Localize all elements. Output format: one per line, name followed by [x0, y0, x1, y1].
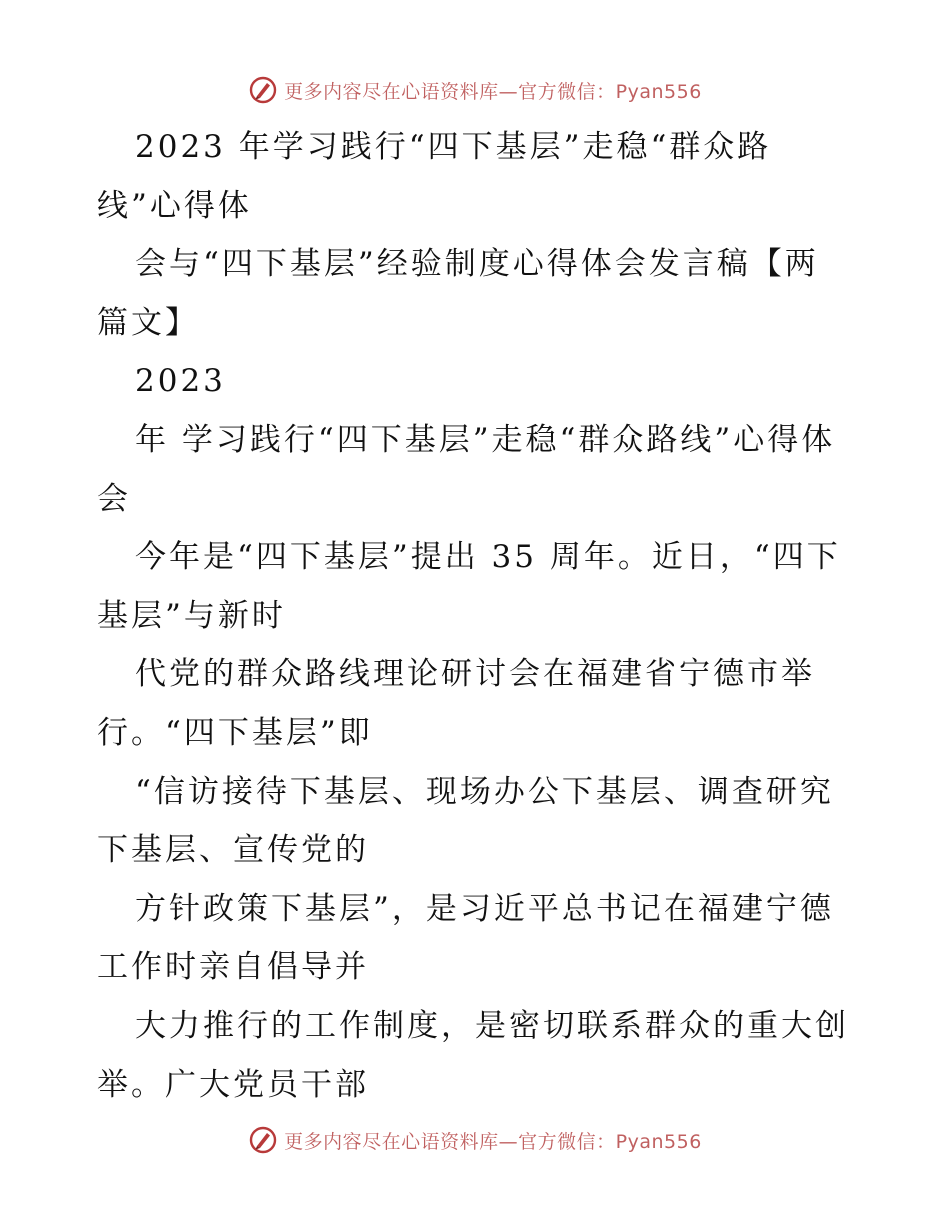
paragraph-body-2: 代党的群众路线理论研讨会在福建省宁德市举行。“四下基层”即	[97, 656, 815, 751]
paragraph-body-3: “信访接待下基层、现场办公下基层、调查研究下基层、宣传党的	[97, 773, 834, 869]
document-body	[97, 118, 852, 1114]
paragraph-title-line-1: 2023 年学习践行“四下基层”走稳“群众路线”心得体	[97, 129, 772, 224]
watermark-text: 更多内容尽在心语资料库—官方微信：Pyan556	[284, 80, 702, 103]
paragraph-title-line-2: 会与“四下基层”经验制度心得体会发言稿【两篇文】	[97, 246, 819, 341]
paragraph-body-5: 大力推行的工作制度，是密切联系群众的重大创举。广大党员干部	[97, 1007, 849, 1103]
paragraph-body-4: 方针政策下基层”，是习近平总书记在福建宁德工作时亲自倡导并	[97, 890, 834, 986]
watermark-text: 更多内容尽在心语资料库—官方微信：Pyan556	[284, 1130, 702, 1153]
footer-watermark	[0, 1120, 950, 1160]
paragraph-year: 2023	[135, 363, 226, 400]
header-watermark	[0, 70, 950, 110]
paragraph-subtitle: 年 学习践行“四下基层”走稳“群众路线”心得体会	[97, 421, 836, 517]
pen-logo-icon	[248, 75, 278, 105]
paragraph-body-1: 今年是“四下基层”提出 35 周年。近日，“四下基层”与新时	[97, 539, 841, 634]
pen-logo-icon	[248, 1125, 278, 1155]
